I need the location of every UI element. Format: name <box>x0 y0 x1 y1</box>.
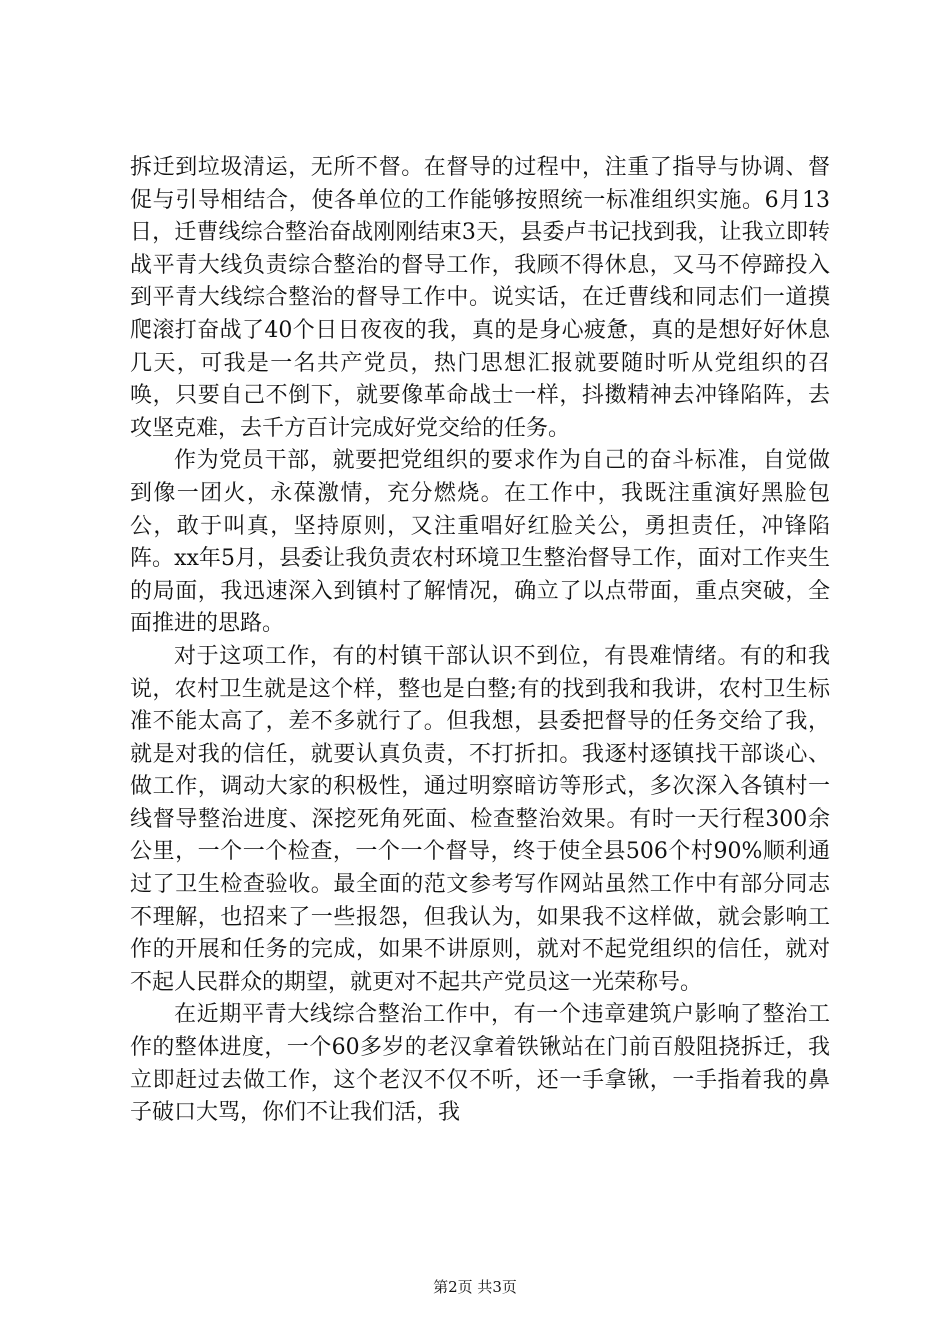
page-footer: 第2页 共3页 <box>433 1278 517 1296</box>
document-body <box>130 152 830 1130</box>
paragraph-4: 在近期平青大线综合整治工作中，有一个违章建筑户影响了整治工作的整体进度，一个60多岁的老汉拿着铁锹站在门前百般阻挠拆迁，我立即赶过去做工作，这个老汉不仅不听，还一手拿锹，一手指着我的鼻子破口大骂，你们不让我们活，我 <box>130 1002 830 1126</box>
paragraph-2: 作为党员干部，就要把党组织的要求作为自己的奋斗标准，自觉做到像一团火，永葆激情，充分燃烧。在工作中，我既注重演好黑脸包公，敢于叫真，坚持原则，又注重唱好红脸关公，勇担责任，冲锋陷阵。xx年5月，县委让我负责农村环境卫生整治督导工作，面对工作夹生的局面，我迅速深入到镇村了解情况，确立了以点带面，重点突破，全面推进的思路。 <box>130 448 830 637</box>
paragraph-3: 对于这项工作，有的村镇干部认识不到位，有畏难情绪。有的和我说，农村卫生就是这个样，整也是白整;有的找到我和我讲，农村卫生标准不能太高了，差不多就行了。但我想，县委把督导的任务交给了我，就是对我的信任，就要认真负责，不打折扣。我逐村逐镇找干部谈心、做工作，调动大家的积极性，通过明察暗访等形式，多次深入各镇村一线督导整治进度、深挖死角死面、检查整治效果。有时一天行程300余公里，一个一个检查，一个一个督导，终于使全县506个村90%顺利通过了卫生检查验收。最全面的范文参考写作网站虽然工作中有部分同志不理解，也招来了一些报怨，但我认为，如果我不这样做，就会影响工作的开展和任务的完成，如果不讲原则，就对不起党组织的信任，就对不起人民群众的期望，就更对不起共产党员这一光荣称号。 <box>130 643 830 995</box>
paragraph-1: 拆迁到垃圾清运，无所不督。在督导的过程中，注重了指导与协调、督促与引导相结合，使各单位的工作能够按照统一标准组织实施。6月13日，迁曹线综合整治奋战刚刚结束3天，县委卢书记找到我，让我立即转战平青大线负责综合整治的督导工作，我顾不得休息，又马不停蹄投入到平青大线综合整治的督导工作中。说实话，在迁曹线和同志们一道摸爬滚打奋战了40个日日夜夜的我，真的是身心疲惫，真的是想好好休息几天，可我是一名共产党员，热门思想汇报就要随时听从党组织的召唤，只要自己不倒下，就要像革命战士一样，抖擞精神去冲锋陷阵，去攻坚克难，去千方百计完成好党交给的任务。 <box>130 155 830 441</box>
